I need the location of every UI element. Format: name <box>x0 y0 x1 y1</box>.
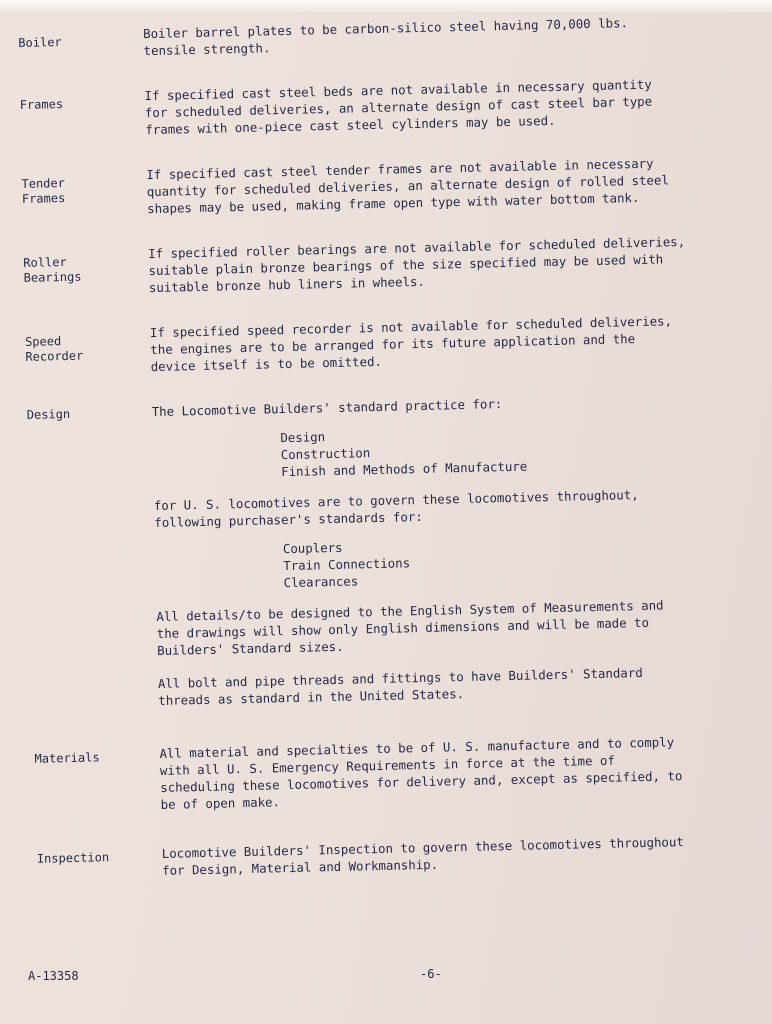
section-label: Tender Frames <box>21 175 66 206</box>
section-text: If specified roller bearings are not available for scheduled deliveries, suitable plain bronze bearings of the size specified may be used with suitable bronze hub liners in wheels. <box>147 233 686 296</box>
section-label: Speed Recorder <box>24 334 84 364</box>
section-text: If specified speed recorder is not available for scheduled deliveries, the engines are to be arranged for its future application and the device itself is to be omitted. <box>149 313 673 375</box>
purchaser-standards-list: Couplers Train Connections Clearances <box>282 539 411 591</box>
section-tender-frames <box>21 152 764 220</box>
section-inspection <box>37 831 772 882</box>
section-label: Design <box>26 406 71 422</box>
section-roller-bearings <box>23 231 766 299</box>
document-code: A-13358 <box>28 969 79 983</box>
design-middle: for U. S. locomotives are to govern these locomotives throughout, following purchaser's standards for: <box>153 487 639 531</box>
section-design <box>27 389 772 712</box>
section-text: Boiler barrel plates to be carbon-silico steel having 70,000 lbs. tensile strength. <box>142 15 629 59</box>
page-top-edge <box>0 0 772 12</box>
section-text: If specified cast steel beds are not available in necessary quantity for scheduled deliveries, an alternate design of cast steel bar type frames with one-piece cast steel cylinders may be used. <box>144 76 653 138</box>
section-label: Materials <box>34 750 100 766</box>
section-frames <box>19 73 762 141</box>
section-text: Locomotive Builders' Inspection to govern these locomotives throughout for Design, Material and Workmanship. <box>161 834 684 878</box>
design-measurements-text: All details/to be designed to the English System of Measurements and the drawings will show only English dimensions and will be made to Builders' Standard sizes. <box>156 597 664 659</box>
section-materials <box>34 731 772 816</box>
page-number: -6- <box>420 967 442 981</box>
section-boiler <box>18 11 761 62</box>
section-speed-recorder <box>25 310 768 378</box>
design-threads-text: All bolt and pipe threads and fittings to have Builders' Standard threads as standard in the United States. <box>157 664 643 708</box>
section-label: Boiler <box>18 35 62 50</box>
section-text: If specified cast steel tender frames are not available in necessary quantity for scheduled deliveries, an alternate design of rolled steel shapes may be used, making frame open type with water bottom tank. <box>146 155 669 217</box>
design-list: Design Construction Finish and Methods of Manufacture <box>280 429 528 480</box>
specification-text <box>18 11 772 910</box>
section-text: All material and specialties to be of U. S. manufacture and to comply with all U. S. Emergency Requirements in force at the time of scheduling these locomotives for delivery and, except as specified, to be of open make. <box>159 734 683 812</box>
section-label: Inspection <box>36 850 110 866</box>
section-label: Roller Bearings <box>23 254 82 285</box>
section-label: Frames <box>19 96 64 112</box>
design-intro: The Locomotive Builders' standard practice for: <box>151 396 503 420</box>
